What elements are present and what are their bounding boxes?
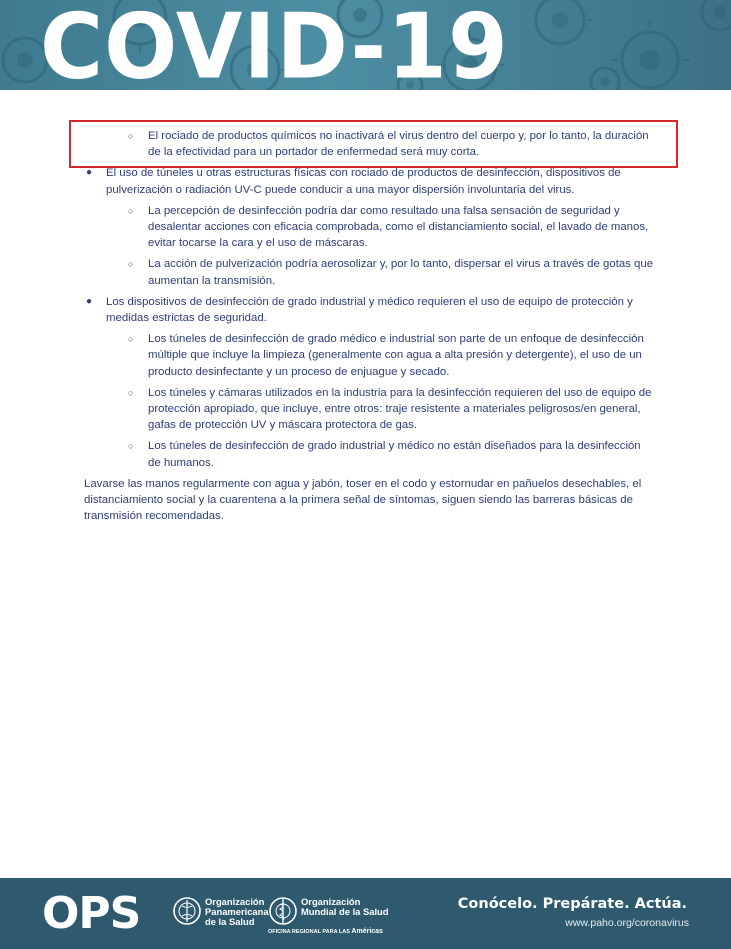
bullet-icon: ● bbox=[86, 295, 93, 307]
who-regional-office: OFICINA REGIONAL PARA LAS Américas bbox=[268, 928, 383, 935]
hollow-bullet-icon: ○ bbox=[128, 334, 134, 345]
footer-url[interactable]: www.paho.org/coronavirus bbox=[565, 917, 689, 929]
bullet-item bbox=[84, 294, 654, 326]
subitem-text: La acción de pulverización podría aerosolizar y, por lo tanto, dispersar el virus a través de gotas que aumentan la transmisión. bbox=[148, 258, 654, 287]
subitem-text: Los túneles de desinfección de grado médico e industrial son parte de un enfoque de desinfección múltiple que incluye la limpieza (generalmente con agua a alta presión y detergente), el uso de un producto desinfectante y un proceso de enjuague y secado. bbox=[148, 333, 644, 378]
bullet-text: El uso de túneles u otras estructuras físicas con rociado de productos de desinfección, dispositivos de pulverización o radiación UV-C puede conducir a una mayor dispersión involuntaria del virus. bbox=[106, 167, 621, 196]
footer bbox=[0, 878, 731, 949]
paho-name: Organización Panamericana de la Salud bbox=[205, 896, 269, 927]
bullet-item bbox=[84, 165, 654, 197]
subitem bbox=[84, 256, 654, 288]
subitem-text: La percepción de desinfección podría dar como resultado una falsa sensación de seguridad y desalentar acciones con eficacia comprobada, como el distanciamiento social, el lavado de manos, evitar tocarse la cara y el uso de máscaras. bbox=[148, 204, 649, 250]
hollow-bullet-icon: ○ bbox=[128, 259, 134, 270]
document-body bbox=[84, 128, 654, 524]
subitem-text: Los túneles de desinfección de grado industrial y médico no están diseñados para la desinfección de humanos. bbox=[148, 440, 641, 469]
header-banner bbox=[0, 0, 731, 90]
hollow-bullet-icon: ○ bbox=[128, 441, 134, 452]
subitem-text: Los túneles y cámaras utilizados en la industria para la desinfección requieren del uso de equipo de protección apropiado, que incluye, entre otros: traje resistente a materiales peligrosos/en general, gafas de protección UV y máscara protectora de gas. bbox=[148, 386, 652, 432]
who-emblem-icon bbox=[268, 896, 298, 926]
hollow-bullet-icon: ○ bbox=[128, 131, 134, 141]
subitem bbox=[84, 331, 654, 380]
subitem bbox=[84, 385, 654, 434]
bullet-icon: ● bbox=[86, 167, 93, 179]
subitem bbox=[84, 438, 654, 470]
highlighted-subitem bbox=[84, 128, 654, 160]
hollow-bullet-icon: ○ bbox=[128, 205, 134, 216]
paho-emblem-icon bbox=[172, 896, 202, 926]
closing-paragraph: Lavarse las manos regularmente con agua y jabón, toser en el codo y estornudar en pañuelos desechables, el distanciamiento social y la cuarentena a la primera señal de síntomas, siguen siendo las barreras básicas de transmisión recomendadas. bbox=[84, 477, 642, 523]
bullet-text: Los dispositivos de desinfección de grado industrial y médico requieren el uso de equipo de protección y medidas estrictas de seguridad. bbox=[106, 295, 633, 325]
banner-title: COVID-19 bbox=[40, 0, 509, 90]
subitem-text: El rociado de productos químicos no inactivará el virus dentro del cuerpo y, por lo tanto, la duración de la efectividad para un portador de enfermedad será muy corta. bbox=[148, 130, 649, 159]
who-name: Organización Mundial de la Salud bbox=[301, 896, 389, 917]
subitem bbox=[84, 203, 654, 252]
ops-logo: OPS bbox=[42, 888, 141, 939]
hollow-bullet-icon: ○ bbox=[128, 387, 134, 398]
tagline: Conócelo. Prepárate. Actúa. bbox=[457, 896, 687, 912]
